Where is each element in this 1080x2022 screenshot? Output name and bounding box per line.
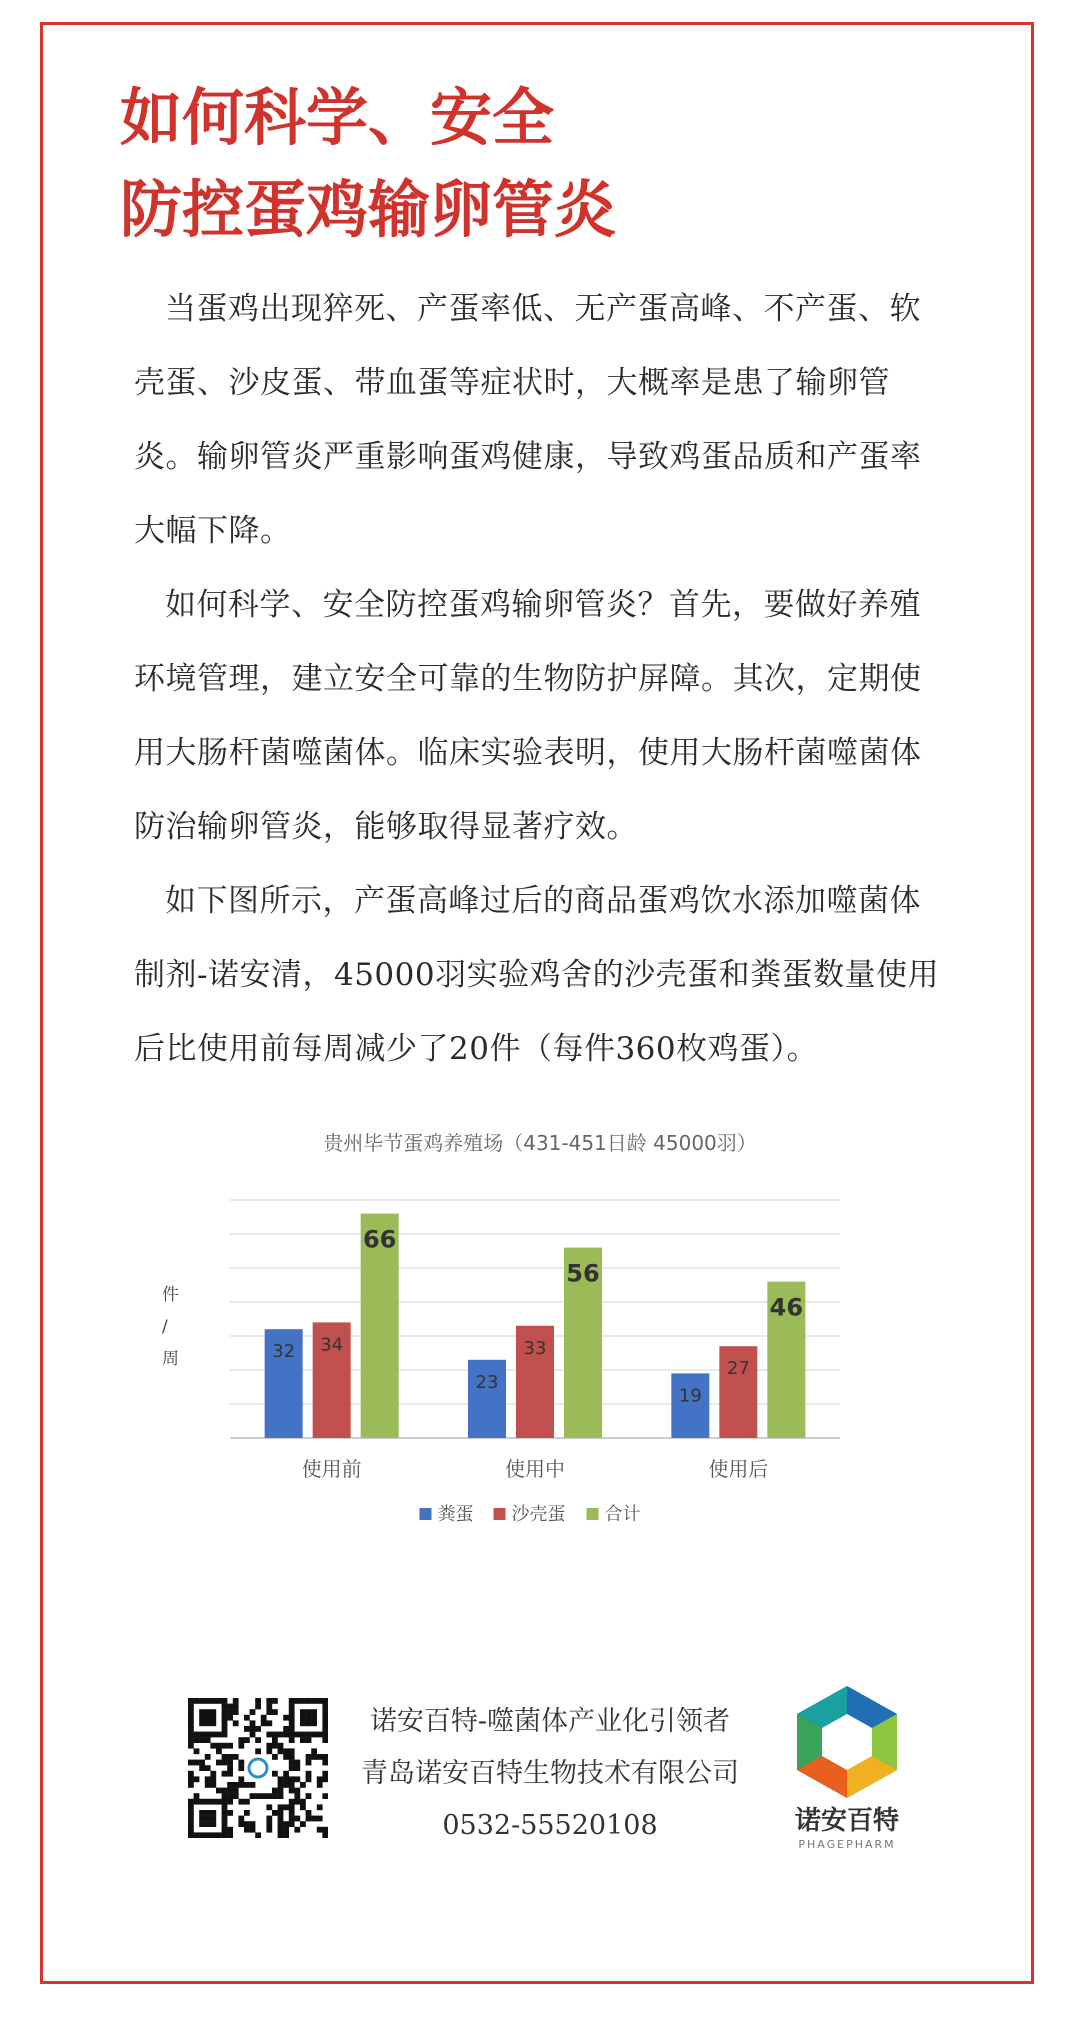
data-label: 27 <box>726 1358 750 1380</box>
page-title <box>120 72 616 256</box>
data-label: 19 <box>678 1385 702 1407</box>
bars <box>265 1214 806 1438</box>
x-tick-label: 使用前 <box>301 1457 362 1481</box>
footer-company: 青岛诺安百特生物技术有限公司 <box>361 1758 739 1789</box>
footer-phone: 0532-55520108 <box>442 1810 658 1841</box>
title-line-1: 如何科学、安全 <box>120 81 555 154</box>
bar-chart-svg <box>150 1120 930 1580</box>
legend-swatch <box>587 1508 599 1520</box>
footer-slogan: 诺安百特-噬菌体产业化引领者 <box>369 1706 731 1737</box>
x-tick-labels <box>302 1457 769 1481</box>
legend <box>420 1504 641 1525</box>
legend-entry: 合计 <box>604 1504 641 1525</box>
data-label: 56 <box>566 1259 600 1288</box>
x-tick-label: 使用中 <box>505 1457 565 1481</box>
bar-chart <box>150 1120 930 1580</box>
paragraph-1: 当蛋鸡出现猝死、产蛋率低、无产蛋高峰、不产蛋、软壳蛋、沙皮蛋、带血蛋等症状时，大概率是患了输卵管炎。输卵管炎严重影响蛋鸡健康，导致鸡蛋品质和产蛋率大幅下降。 <box>134 291 922 549</box>
legend-entry: 沙壳蛋 <box>511 1504 566 1525</box>
legend-swatch <box>420 1508 432 1520</box>
y-axis-label-char: / <box>162 1317 168 1337</box>
data-label: 34 <box>320 1334 344 1356</box>
footer-info <box>330 1696 770 1852</box>
title-line-2: 防控蛋鸡输卵管炎 <box>120 173 617 246</box>
paragraph-2: 如何科学、安全防控蛋鸡输卵管炎？首先，要做好养殖环境管理，建立安全可靠的生物防护屏障。其次，定期使用大肠杆菌噬菌体。临床实验表明，使用大肠杆菌噬菌体防治输卵管炎，能够取得显著疗效。 <box>134 587 922 845</box>
data-label: 46 <box>769 1293 804 1322</box>
legend-entry: 粪蛋 <box>437 1504 474 1525</box>
logo-text: 诺安百特 <box>794 1806 899 1836</box>
y-axis-label <box>162 1285 179 1369</box>
legend-swatch <box>494 1508 506 1520</box>
y-axis-label-char: 周 <box>162 1349 179 1369</box>
qr-code <box>188 1698 328 1838</box>
paragraph-3: 如下图所示，产蛋高峰过后的商品蛋鸡饮水添加噬菌体制剂-诺安清，45000羽实验鸡舍的沙壳蛋和粪蛋数量使用后比使用前每周减少了20件（每件360枚鸡蛋）。 <box>134 883 940 1067</box>
x-tick-label: 使用后 <box>708 1457 769 1481</box>
y-axis-label-char: 件 <box>162 1285 179 1305</box>
data-label: 33 <box>523 1337 547 1359</box>
data-label: 23 <box>475 1371 499 1393</box>
data-label: 66 <box>362 1225 397 1254</box>
chart-title: 贵州毕节蛋鸡养殖场（431-451日龄 45000羽） <box>323 1131 757 1155</box>
logo-subtext: PHAGEPHARM <box>798 1838 896 1851</box>
data-label: 32 <box>272 1341 296 1363</box>
